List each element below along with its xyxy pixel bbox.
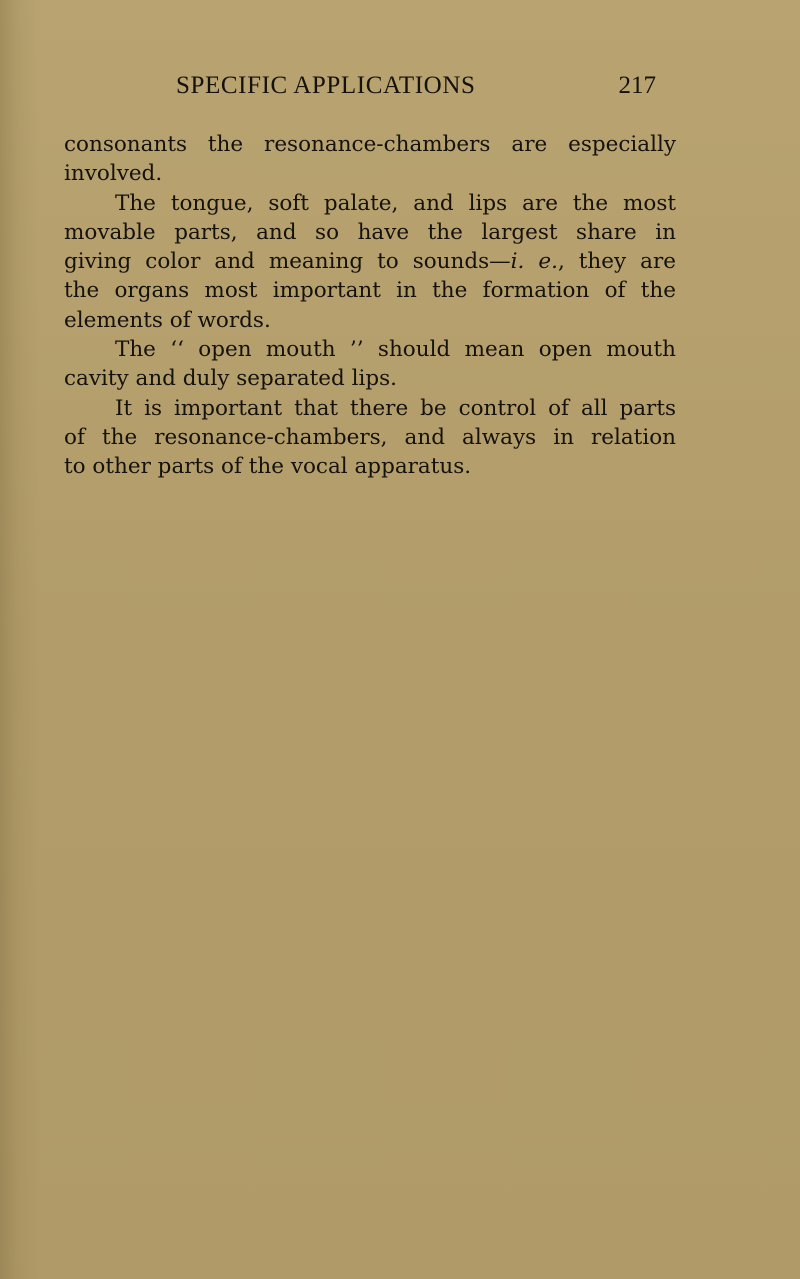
text-line: to other parts of the vocal apparatus. bbox=[64, 454, 472, 480]
running-head: SPECIFIC APPLICATIONS bbox=[176, 72, 476, 99]
text-line: elements of words. bbox=[64, 307, 271, 333]
text-line: It is important that there be control of all parts bbox=[115, 395, 676, 421]
paragraph bbox=[64, 130, 676, 189]
text-line: consonants the resonance-chambers are especially bbox=[64, 132, 676, 157]
paragraph bbox=[64, 394, 676, 482]
text-line: of the resonance-chambers, and always in relation bbox=[64, 424, 676, 450]
page-number: 217 bbox=[618, 72, 656, 99]
text-line: the organs most important in the formation of the bbox=[64, 278, 676, 304]
text-line: involved. bbox=[64, 161, 163, 187]
text-line: cavity and duly separated lips. bbox=[64, 366, 398, 392]
italic-abbreviation: i. e. bbox=[510, 249, 558, 275]
body-text bbox=[64, 130, 676, 482]
page-header bbox=[176, 72, 656, 112]
text-line: giving color and meaning to sounds—i. e., they are bbox=[64, 249, 676, 275]
text-line: The ‘‘ open mouth ’’ should mean open mouth bbox=[115, 337, 676, 363]
text-line: movable parts, and so have the largest share in bbox=[64, 219, 676, 245]
paragraph bbox=[64, 335, 676, 394]
paragraph bbox=[64, 189, 676, 335]
text-line: The tongue, soft palate, and lips are the most bbox=[115, 190, 676, 216]
